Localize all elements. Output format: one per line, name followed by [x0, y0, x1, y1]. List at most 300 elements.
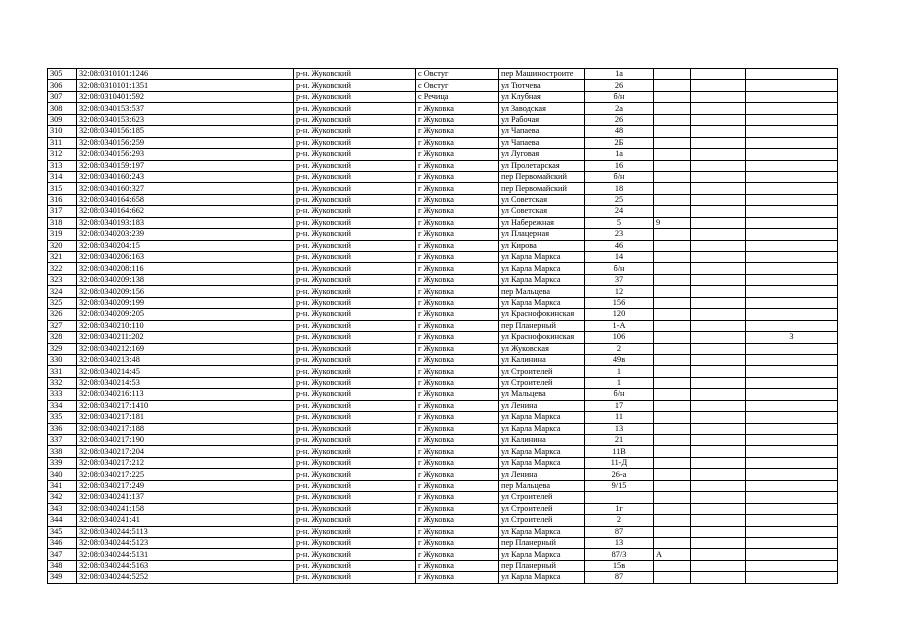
row-number-cell: 317: [48, 206, 77, 217]
extra-column-cell: [691, 183, 746, 194]
house-number-cell: 9/15: [585, 480, 654, 491]
house-number-cell: [585, 492, 654, 503]
extra-value-cell: [746, 252, 838, 263]
locality-cell: г Жуковка: [416, 114, 499, 125]
cadastral-number-cell: 32:08:0340160:243: [77, 171, 294, 182]
building-cell: [654, 537, 691, 548]
district-cell: р-н. Жуковский: [294, 217, 416, 228]
table-row: [48, 457, 838, 468]
extra-value-cell: [746, 412, 838, 423]
street-cell: ул Карла Маркса: [499, 549, 585, 560]
house-number-cell: 37: [585, 274, 654, 285]
table-row: [48, 549, 838, 560]
table-row: [48, 69, 838, 80]
street-cell: пер Мальцева: [499, 480, 585, 491]
row-number-cell: 305: [48, 69, 77, 80]
cadastral-number-cell: 32:08:0340210:110: [77, 320, 294, 331]
cadastral-number-cell: 32:08:0340208:116: [77, 263, 294, 274]
building-cell: [654, 492, 691, 503]
extra-column-cell: [691, 114, 746, 125]
street-cell: ул Чапаева: [499, 137, 585, 148]
street-cell: ул Карла Маркса: [499, 412, 585, 423]
house-number-cell: б/н: [585, 91, 654, 102]
locality-cell: г Жуковка: [416, 297, 499, 308]
district-cell: р-н. Жуковский: [294, 149, 416, 160]
street-cell: ул Калинина: [499, 354, 585, 365]
house-number-cell: 13: [585, 423, 654, 434]
locality-cell: г Жуковка: [416, 526, 499, 537]
extra-column-cell: [691, 263, 746, 274]
table-row: [48, 160, 838, 171]
cadastral-number-cell: 32:08:0340156:293: [77, 149, 294, 160]
cadastral-number-cell: 32:08:0340209:205: [77, 309, 294, 320]
extra-column-cell: [691, 126, 746, 137]
district-cell: р-н. Жуковский: [294, 80, 416, 91]
extra-column-cell: [691, 389, 746, 400]
table-row: [48, 572, 838, 583]
locality-cell: г Жуковка: [416, 252, 499, 263]
extra-column-cell: [691, 423, 746, 434]
extra-value-cell: [746, 343, 838, 354]
locality-cell: г Жуковка: [416, 435, 499, 446]
street-cell: ул Советская: [499, 194, 585, 205]
table-row: [48, 332, 838, 343]
street-cell: пер Первомайский: [499, 171, 585, 182]
locality-cell: г Жуковка: [416, 137, 499, 148]
extra-value-cell: [746, 503, 838, 514]
extra-column-cell: [691, 354, 746, 365]
locality-cell: г Жуковка: [416, 366, 499, 377]
street-cell: ул Краснофокинская: [499, 309, 585, 320]
locality-cell: г Жуковка: [416, 412, 499, 423]
table-row: [48, 240, 838, 251]
building-cell: [654, 400, 691, 411]
extra-value-cell: [746, 549, 838, 560]
locality-cell: г Жуковка: [416, 480, 499, 491]
cadastral-number-cell: 32:08:0340209:199: [77, 297, 294, 308]
building-cell: [654, 480, 691, 491]
street-cell: ул Карла Маркса: [499, 297, 585, 308]
extra-value-cell: [746, 286, 838, 297]
locality-cell: г Жуковка: [416, 160, 499, 171]
extra-value-cell: [746, 297, 838, 308]
row-number-cell: 315: [48, 183, 77, 194]
row-number-cell: 307: [48, 91, 77, 102]
cadastral-number-cell: 32:08:0340244:5252: [77, 572, 294, 583]
extra-column-cell: [691, 80, 746, 91]
cadastral-number-cell: 32:08:0340156:185: [77, 126, 294, 137]
district-cell: р-н. Жуковский: [294, 91, 416, 102]
house-number-cell: 2а: [585, 103, 654, 114]
extra-value-cell: [746, 492, 838, 503]
table-row: [48, 297, 838, 308]
street-cell: ул Плацерная: [499, 229, 585, 240]
street-cell: ул Строителей: [499, 366, 585, 377]
house-number-cell: 2: [585, 515, 654, 526]
table-row: [48, 80, 838, 91]
locality-cell: г Жуковка: [416, 572, 499, 583]
house-number-cell: 23: [585, 229, 654, 240]
extra-column-cell: [691, 435, 746, 446]
cadastral-number-cell: 32:08:0340241:41: [77, 515, 294, 526]
row-number-cell: 325: [48, 297, 77, 308]
table-row: [48, 446, 838, 457]
extra-column-cell: [691, 297, 746, 308]
row-number-cell: 345: [48, 526, 77, 537]
row-number-cell: 312: [48, 149, 77, 160]
street-cell: ул Чапаева: [499, 126, 585, 137]
extra-value-cell: [746, 69, 838, 80]
cadastral-number-cell: 32:08:0340164:662: [77, 206, 294, 217]
extra-column-cell: [691, 446, 746, 457]
row-number-cell: 331: [48, 366, 77, 377]
building-cell: [654, 263, 691, 274]
district-cell: р-н. Жуковский: [294, 526, 416, 537]
extra-column-cell: [691, 103, 746, 114]
table-row: [48, 503, 838, 514]
building-cell: [654, 457, 691, 468]
extra-column-cell: [691, 149, 746, 160]
district-cell: р-н. Жуковский: [294, 252, 416, 263]
extra-column-cell: [691, 206, 746, 217]
building-cell: [654, 91, 691, 102]
table-row: [48, 526, 838, 537]
cadastral-number-cell: 32:08:0340212:169: [77, 343, 294, 354]
row-number-cell: 337: [48, 435, 77, 446]
table-row: [48, 126, 838, 137]
row-number-cell: 332: [48, 377, 77, 388]
locality-cell: г Жуковка: [416, 194, 499, 205]
extra-column-cell: [691, 252, 746, 263]
table-row: [48, 366, 838, 377]
extra-value-cell: [746, 377, 838, 388]
district-cell: р-н. Жуковский: [294, 194, 416, 205]
building-cell: [654, 446, 691, 457]
house-number-cell: 1а: [585, 69, 654, 80]
locality-cell: г Жуковка: [416, 206, 499, 217]
district-cell: р-н. Жуковский: [294, 240, 416, 251]
district-cell: р-н. Жуковский: [294, 572, 416, 583]
district-cell: р-н. Жуковский: [294, 343, 416, 354]
district-cell: р-н. Жуковский: [294, 103, 416, 114]
cadastral-number-cell: 32:08:0340206:163: [77, 252, 294, 263]
registry-table: [47, 68, 838, 584]
cadastral-number-cell: 32:08:0340216:113: [77, 389, 294, 400]
extra-column-cell: [691, 469, 746, 480]
district-cell: р-н. Жуковский: [294, 126, 416, 137]
table-row: [48, 217, 838, 228]
house-number-cell: 26: [585, 80, 654, 91]
table-row: [48, 412, 838, 423]
extra-value-cell: [746, 320, 838, 331]
extra-column-cell: [691, 503, 746, 514]
table-row: [48, 560, 838, 571]
row-number-cell: 343: [48, 503, 77, 514]
street-cell: ул Карла Маркса: [499, 263, 585, 274]
table-row: [48, 515, 838, 526]
district-cell: р-н. Жуковский: [294, 366, 416, 377]
building-cell: [654, 572, 691, 583]
extra-column-cell: [691, 412, 746, 423]
extra-column-cell: [691, 240, 746, 251]
building-cell: [654, 229, 691, 240]
cadastral-number-cell: 32:08:0340213:48: [77, 354, 294, 365]
extra-column-cell: [691, 400, 746, 411]
row-number-cell: 347: [48, 549, 77, 560]
street-cell: ул Карла Маркса: [499, 252, 585, 263]
district-cell: р-н. Жуковский: [294, 515, 416, 526]
district-cell: р-н. Жуковский: [294, 412, 416, 423]
extra-column-cell: [691, 274, 746, 285]
table-row: [48, 492, 838, 503]
house-number-cell: 1г: [585, 503, 654, 514]
table-row: [48, 274, 838, 285]
extra-value-cell: [746, 194, 838, 205]
row-number-cell: 335: [48, 412, 77, 423]
building-cell: [654, 526, 691, 537]
locality-cell: г Жуковка: [416, 354, 499, 365]
building-cell: [654, 194, 691, 205]
locality-cell: г Жуковка: [416, 229, 499, 240]
extra-value-cell: [746, 469, 838, 480]
extra-column-cell: [691, 549, 746, 560]
row-number-cell: 310: [48, 126, 77, 137]
table-row: [48, 114, 838, 125]
row-number-cell: 330: [48, 354, 77, 365]
building-cell: [654, 412, 691, 423]
district-cell: р-н. Жуковский: [294, 435, 416, 446]
building-cell: [654, 160, 691, 171]
cadastral-number-cell: 32:08:0340153:537: [77, 103, 294, 114]
locality-cell: г Жуковка: [416, 263, 499, 274]
street-cell: ул Строителей: [499, 503, 585, 514]
row-number-cell: 348: [48, 560, 77, 571]
street-cell: ул Пролетарская: [499, 160, 585, 171]
locality-cell: г Жуковка: [416, 515, 499, 526]
extra-value-cell: [746, 240, 838, 251]
house-number-cell: 5: [585, 217, 654, 228]
extra-value-cell: [746, 80, 838, 91]
district-cell: р-н. Жуковский: [294, 69, 416, 80]
row-number-cell: 333: [48, 389, 77, 400]
locality-cell: с Овстуг: [416, 80, 499, 91]
locality-cell: г Жуковка: [416, 274, 499, 285]
table-row: [48, 354, 838, 365]
extra-value-cell: [746, 137, 838, 148]
district-cell: р-н. Жуковский: [294, 286, 416, 297]
district-cell: р-н. Жуковский: [294, 377, 416, 388]
house-number-cell: 21: [585, 435, 654, 446]
table-row: [48, 377, 838, 388]
cadastral-number-cell: 32:08:0340193:183: [77, 217, 294, 228]
house-number-cell: 16: [585, 160, 654, 171]
row-number-cell: 341: [48, 480, 77, 491]
house-number-cell: 11: [585, 412, 654, 423]
extra-column-cell: [691, 69, 746, 80]
row-number-cell: 319: [48, 229, 77, 240]
cadastral-number-cell: 32:08:0340214:45: [77, 366, 294, 377]
extra-value-cell: [746, 126, 838, 137]
table-row: [48, 171, 838, 182]
house-number-cell: 1-А: [585, 320, 654, 331]
locality-cell: г Жуковка: [416, 457, 499, 468]
row-number-cell: 328: [48, 332, 77, 343]
house-number-cell: 25: [585, 194, 654, 205]
locality-cell: г Жуковка: [416, 217, 499, 228]
district-cell: р-н. Жуковский: [294, 171, 416, 182]
row-number-cell: 311: [48, 137, 77, 148]
building-cell: [654, 320, 691, 331]
cadastral-number-cell: 32:08:0340241:137: [77, 492, 294, 503]
cadastral-number-cell: 32:08:0340153:623: [77, 114, 294, 125]
district-cell: р-н. Жуковский: [294, 320, 416, 331]
house-number-cell: 1: [585, 366, 654, 377]
cadastral-number-cell: 32:08:0340244:5113: [77, 526, 294, 537]
street-cell: ул Клубная: [499, 91, 585, 102]
district-cell: р-н. Жуковский: [294, 537, 416, 548]
cadastral-number-cell: 32:08:0340204:15: [77, 240, 294, 251]
street-cell: ул Ленина: [499, 400, 585, 411]
building-cell: [654, 297, 691, 308]
locality-cell: г Жуковка: [416, 286, 499, 297]
building-cell: [654, 274, 691, 285]
row-number-cell: 321: [48, 252, 77, 263]
locality-cell: г Жуковка: [416, 320, 499, 331]
district-cell: р-н. Жуковский: [294, 183, 416, 194]
registry-rows: [48, 69, 838, 584]
building-cell: [654, 69, 691, 80]
district-cell: р-н. Жуковский: [294, 354, 416, 365]
locality-cell: с Овстуг: [416, 69, 499, 80]
building-cell: [654, 503, 691, 514]
cadastral-number-cell: 32:08:0340217:188: [77, 423, 294, 434]
street-cell: ул Рабочая: [499, 114, 585, 125]
building-cell: [654, 114, 691, 125]
house-number-cell: 15в: [585, 560, 654, 571]
cadastral-number-cell: 32:08:0340160:327: [77, 183, 294, 194]
table-row: [48, 183, 838, 194]
street-cell: ул Карла Маркса: [499, 457, 585, 468]
house-number-cell: 14: [585, 252, 654, 263]
house-number-cell: 11-Д: [585, 457, 654, 468]
table-row: [48, 343, 838, 354]
building-cell: [654, 240, 691, 251]
building-cell: [654, 366, 691, 377]
table-row: [48, 469, 838, 480]
street-cell: пер Первомайский: [499, 183, 585, 194]
table-row: [48, 435, 838, 446]
table-row: [48, 206, 838, 217]
building-cell: 9: [654, 217, 691, 228]
extra-value-cell: [746, 217, 838, 228]
row-number-cell: 342: [48, 492, 77, 503]
cadastral-number-cell: 32:08:0310101:1351: [77, 80, 294, 91]
house-number-cell: 18: [585, 183, 654, 194]
street-cell: ул Луговая: [499, 149, 585, 160]
extra-column-cell: [691, 137, 746, 148]
street-cell: пер Мальцева: [499, 286, 585, 297]
building-cell: [654, 389, 691, 400]
street-cell: ул Строителей: [499, 377, 585, 388]
building-cell: [654, 171, 691, 182]
cadastral-number-cell: 32:08:0340217:249: [77, 480, 294, 491]
street-cell: ул Жуковская: [499, 343, 585, 354]
table-row: [48, 309, 838, 320]
district-cell: р-н. Жуковский: [294, 389, 416, 400]
locality-cell: г Жуковка: [416, 492, 499, 503]
house-number-cell: 87: [585, 572, 654, 583]
house-number-cell: 87: [585, 526, 654, 537]
building-cell: [654, 137, 691, 148]
building-cell: [654, 149, 691, 160]
row-number-cell: 313: [48, 160, 77, 171]
district-cell: р-н. Жуковский: [294, 469, 416, 480]
cadastral-number-cell: 32:08:0340244:5163: [77, 560, 294, 571]
extra-value-cell: [746, 263, 838, 274]
row-number-cell: 322: [48, 263, 77, 274]
street-cell: ул Карла Маркса: [499, 526, 585, 537]
extra-value-cell: [746, 537, 838, 548]
row-number-cell: 308: [48, 103, 77, 114]
row-number-cell: 306: [48, 80, 77, 91]
cadastral-number-cell: 32:08:0340244:5123: [77, 537, 294, 548]
cadastral-number-cell: 32:08:0340241:158: [77, 503, 294, 514]
street-cell: пер Планерный: [499, 537, 585, 548]
extra-value-cell: [746, 354, 838, 365]
street-cell: ул Карла Маркса: [499, 423, 585, 434]
cadastral-number-cell: 32:08:0340203:239: [77, 229, 294, 240]
extra-value-cell: [746, 400, 838, 411]
district-cell: р-н. Жуковский: [294, 160, 416, 171]
street-cell: пер Планерный: [499, 560, 585, 571]
house-number-cell: б/н: [585, 171, 654, 182]
row-number-cell: 329: [48, 343, 77, 354]
extra-value-cell: [746, 446, 838, 457]
cadastral-number-cell: 32:08:0340217:1410: [77, 400, 294, 411]
district-cell: р-н. Жуковский: [294, 274, 416, 285]
house-number-cell: 1а: [585, 149, 654, 160]
house-number-cell: 49в: [585, 354, 654, 365]
house-number-cell: 46: [585, 240, 654, 251]
district-cell: р-н. Жуковский: [294, 309, 416, 320]
extra-column-cell: [691, 457, 746, 468]
table-row: [48, 103, 838, 114]
extra-value-cell: [746, 149, 838, 160]
district-cell: р-н. Жуковский: [294, 206, 416, 217]
cadastral-number-cell: 32:08:0310401:592: [77, 91, 294, 102]
street-cell: пер Машиностроите: [499, 69, 585, 80]
building-cell: [654, 343, 691, 354]
district-cell: р-н. Жуковский: [294, 400, 416, 411]
table-row: [48, 252, 838, 263]
extra-value-cell: [746, 171, 838, 182]
table-row: [48, 263, 838, 274]
street-cell: ул Кирова: [499, 240, 585, 251]
cadastral-number-cell: 32:08:0340159:197: [77, 160, 294, 171]
building-cell: [654, 469, 691, 480]
row-number-cell: 324: [48, 286, 77, 297]
street-cell: ул Карла Маркса: [499, 274, 585, 285]
building-cell: [654, 206, 691, 217]
table-row: [48, 286, 838, 297]
house-number-cell: 2Б: [585, 137, 654, 148]
table-row: [48, 149, 838, 160]
extra-value-cell: [746, 309, 838, 320]
house-number-cell: 120: [585, 309, 654, 320]
extra-column-cell: [691, 377, 746, 388]
locality-cell: г Жуковка: [416, 503, 499, 514]
row-number-cell: 323: [48, 274, 77, 285]
